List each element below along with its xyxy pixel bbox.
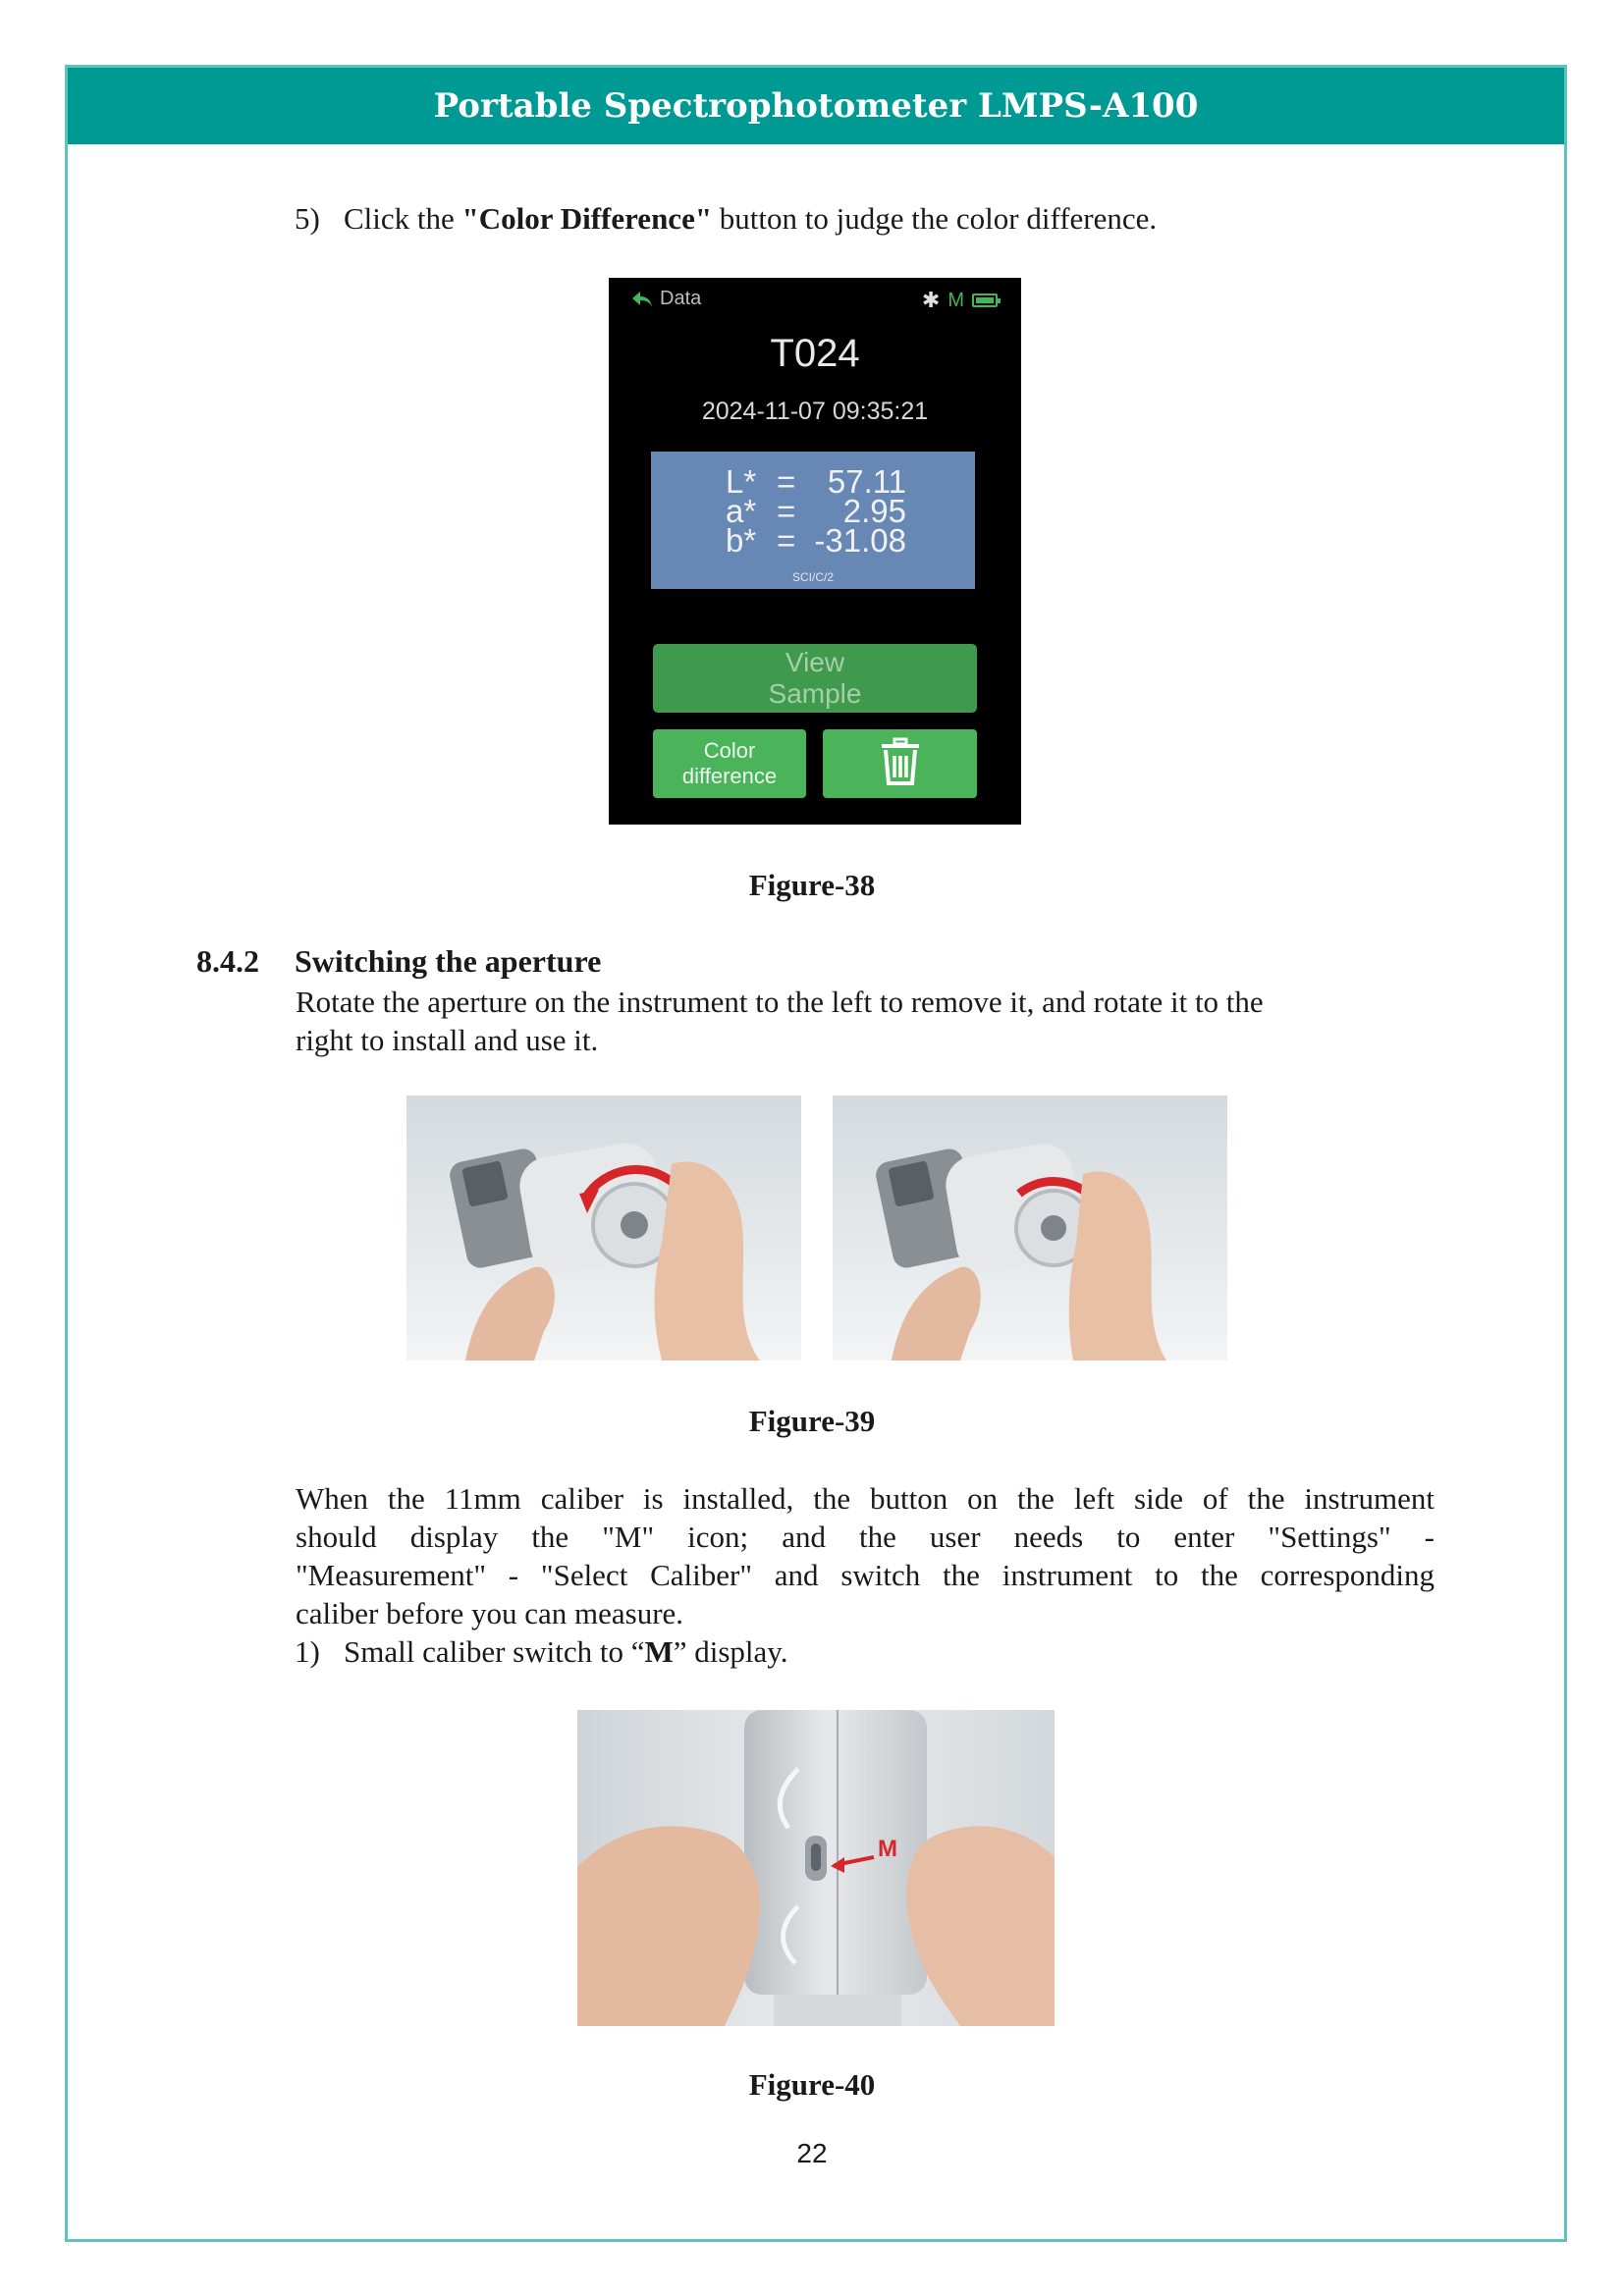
color-difference-button[interactable] xyxy=(653,729,806,798)
paragraph-line: When the 11mm caliber is installed, the button on the left side of the instrument xyxy=(296,1481,1435,1516)
color-diff-line1: Color xyxy=(703,738,756,763)
trash-icon xyxy=(878,737,923,791)
back-button[interactable] xyxy=(630,288,701,310)
reading-row-b xyxy=(651,522,975,561)
reading-value: -31.08 xyxy=(814,522,906,559)
step-5 xyxy=(295,199,1157,238)
back-label: Data xyxy=(660,288,702,309)
reading-label: b* xyxy=(726,522,757,559)
page-header xyxy=(68,68,1564,144)
bluetooth-icon: ✱ xyxy=(921,288,941,312)
step-1 xyxy=(295,1632,788,1671)
figure-38-caption: Figure-38 xyxy=(748,868,876,902)
caliber-paragraph xyxy=(296,1479,1435,1632)
aperture-remove-photo xyxy=(406,1095,801,1361)
section-heading xyxy=(196,943,601,980)
step-text-post: ” display. xyxy=(673,1634,788,1669)
back-arrow-icon xyxy=(630,290,654,309)
section-title: Switching the aperture xyxy=(295,943,602,979)
step-text-bold: "Color Difference" xyxy=(461,201,713,236)
sample-name: T024 xyxy=(770,332,860,375)
step-text-post: button to judge the color difference. xyxy=(712,201,1158,236)
header-title: Portable Spectrophotometer LMPS-A100 xyxy=(433,86,1199,126)
reading-label: a* xyxy=(726,493,757,529)
step-text-pre: Small caliber switch to “ xyxy=(344,1634,645,1669)
reading-label: L* xyxy=(726,463,757,500)
aperture-install-photo xyxy=(833,1095,1227,1361)
status-bar xyxy=(922,288,998,313)
figure-40-caption: Figure-40 xyxy=(748,2067,876,2102)
readings-panel xyxy=(651,452,975,589)
measurement-datetime: 2024-11-07 09:35:21 xyxy=(701,398,929,425)
step-text-pre: Click the xyxy=(344,201,462,236)
battery-icon xyxy=(972,294,998,307)
reading-value: 2.95 xyxy=(842,493,906,529)
step-number: 5) xyxy=(295,201,320,236)
color-diff-line2: difference xyxy=(681,764,778,788)
view-sample-line1: View xyxy=(785,647,845,677)
reading-value: 57.11 xyxy=(827,463,906,500)
mode-indicator: M xyxy=(947,289,964,311)
paragraph-line: should display the "M" icon; and the user needs to enter "Settings" - xyxy=(296,1520,1435,1554)
reading-equals: = xyxy=(777,493,796,529)
aperture-paragraph xyxy=(296,983,1435,1059)
paragraph-line: caliber before you can measure. xyxy=(296,1596,684,1630)
paragraph-line: Rotate the aperture on the instrument to the left to remove it, and rotate it to the xyxy=(296,985,1264,1019)
delete-button[interactable] xyxy=(823,729,977,798)
reading-equals: = xyxy=(777,463,796,500)
step-text-bold: M xyxy=(644,1634,674,1669)
reading-equals: = xyxy=(777,522,796,559)
caliber-m-marker: M xyxy=(878,1836,897,1862)
page-number: 22 xyxy=(796,2138,828,2168)
measure-mode: SCI/C/2 xyxy=(791,570,834,584)
figure-39-caption: Figure-39 xyxy=(748,1404,876,1438)
section-number: 8.4.2 xyxy=(196,943,259,979)
paragraph-line: right to install and use it. xyxy=(296,1023,599,1057)
paragraph-line: "Measurement" - "Select Caliber" and switch the instrument to the corresponding xyxy=(296,1558,1435,1592)
step-number: 1) xyxy=(295,1634,320,1669)
device-screen xyxy=(609,278,1021,825)
view-sample-line2: Sample xyxy=(768,678,862,709)
view-sample-button[interactable] xyxy=(653,644,977,713)
caliber-switch-photo xyxy=(577,1710,1055,2026)
